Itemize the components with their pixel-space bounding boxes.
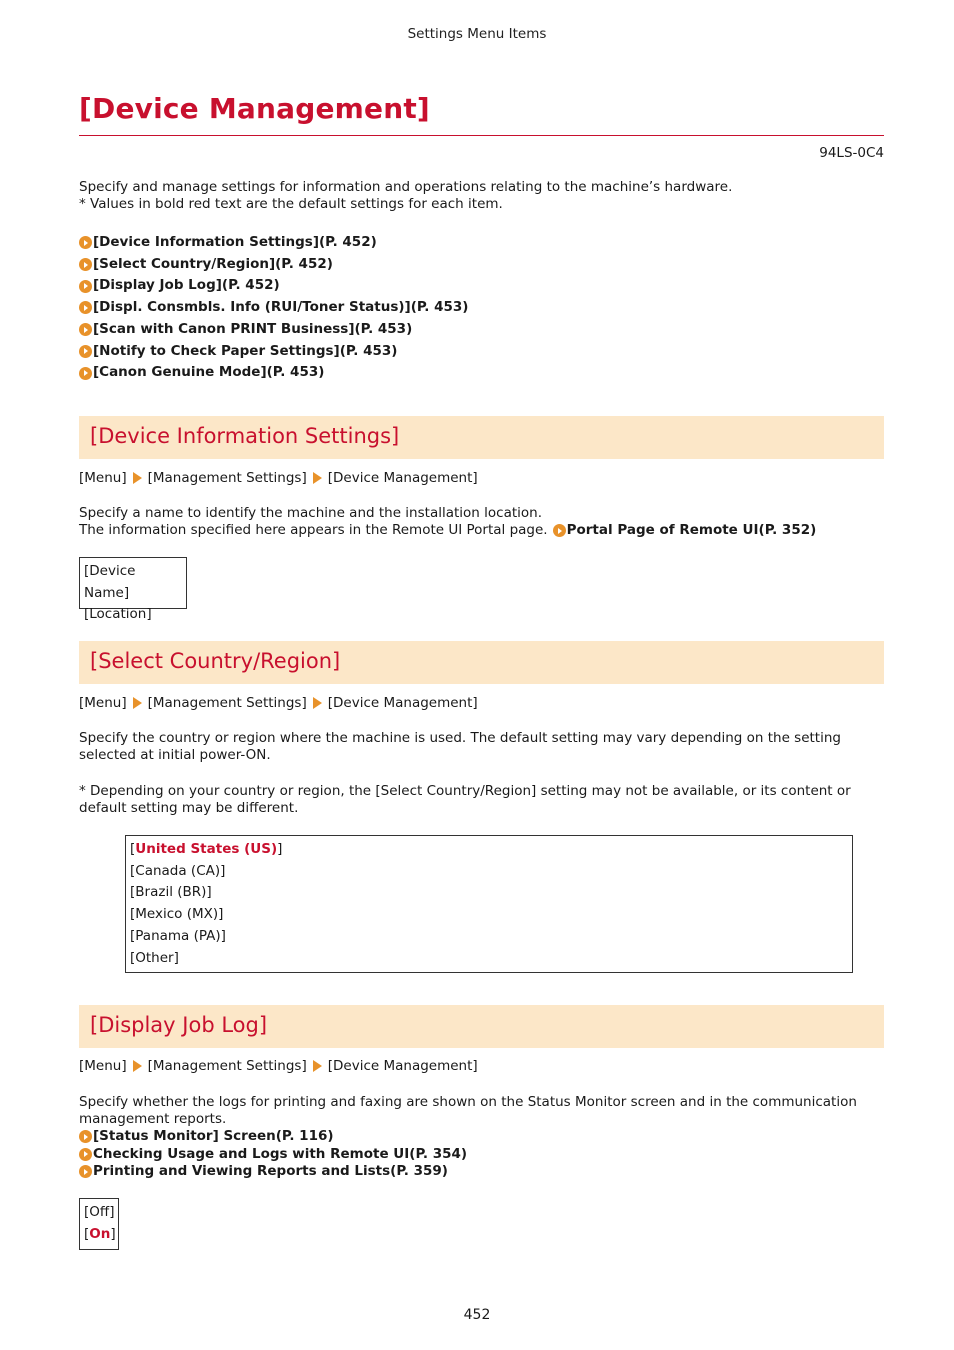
section-title: [Display Job Log] bbox=[90, 1013, 268, 1037]
toc-link-select-country[interactable] bbox=[79, 254, 879, 276]
job-log-description bbox=[79, 1094, 879, 1128]
triangle-right-icon bbox=[133, 1060, 142, 1072]
option-default: [United States (US)] bbox=[130, 841, 283, 857]
country-note bbox=[79, 783, 879, 817]
option-item: [Panama (PA)] bbox=[130, 927, 226, 944]
arrow-circle-icon bbox=[553, 524, 566, 537]
status-monitor-link[interactable] bbox=[79, 1128, 879, 1146]
description-text: Specify whether the logs for printing and faxing are shown on the Status Monitor screen and in the communication management reports. bbox=[79, 1094, 857, 1127]
job-log-options bbox=[79, 1198, 119, 1250]
country-options bbox=[125, 835, 853, 973]
toc-link-label: [Device Information Settings](P. 452) bbox=[93, 234, 377, 250]
country-description bbox=[79, 730, 879, 764]
option-off: [Off] bbox=[84, 1204, 115, 1220]
section-header-job-log bbox=[79, 1005, 884, 1048]
toc-link-label: [Canon Genuine Mode](P. 453) bbox=[93, 364, 325, 381]
link-label: [Status Monitor] Screen(P. 116) bbox=[93, 1128, 334, 1144]
toc-link-canon-genuine[interactable] bbox=[79, 362, 879, 384]
breadcrumb-item: [Device Management] bbox=[327, 695, 478, 711]
breadcrumb-item: [Menu] bbox=[79, 695, 127, 711]
toc-link-display-job-log[interactable] bbox=[79, 275, 879, 297]
option-item: [Canada (CA)] bbox=[130, 862, 226, 879]
option-location: [Location] bbox=[84, 606, 152, 623]
option-item: [Other] bbox=[130, 949, 179, 966]
link-label: Printing and Viewing Reports and Lists(P. 359) bbox=[93, 1163, 448, 1179]
toc-link-displ-consmbls[interactable] bbox=[79, 297, 879, 319]
link-label: Checking Usage and Logs with Remote UI(P. 354) bbox=[93, 1145, 468, 1162]
reports-lists-link[interactable] bbox=[79, 1163, 879, 1181]
breadcrumb-item: [Management Settings] bbox=[147, 1058, 307, 1074]
breadcrumb bbox=[79, 470, 478, 486]
portal-page-link[interactable] bbox=[553, 522, 817, 539]
arrow-circle-icon bbox=[79, 280, 92, 293]
arrow-circle-icon bbox=[79, 1148, 92, 1161]
section-header-country bbox=[79, 641, 884, 684]
toc-links bbox=[79, 232, 879, 384]
breadcrumb-item: [Device Management] bbox=[327, 1058, 478, 1074]
breadcrumb-item: [Menu] bbox=[79, 1058, 127, 1074]
intro-note: * Values in bold red text are the default settings for each item. bbox=[79, 196, 503, 212]
breadcrumb-item: [Management Settings] bbox=[147, 470, 307, 486]
toc-link-label: [Display Job Log](P. 452) bbox=[93, 277, 280, 294]
note-text: * Depending on your country or region, the [Select Country/Region] setting may not be available, or its content or default setting may be different. bbox=[79, 783, 851, 816]
toc-link-notify-paper[interactable] bbox=[79, 341, 879, 363]
arrow-circle-icon bbox=[79, 345, 92, 358]
breadcrumb-item: [Management Settings] bbox=[147, 695, 307, 711]
breadcrumb bbox=[79, 695, 478, 711]
default-value: On bbox=[89, 1225, 111, 1242]
arrow-circle-icon bbox=[79, 367, 92, 380]
document-code: 94LS-0C4 bbox=[819, 145, 884, 161]
portal-page-link-label: Portal Page of Remote UI(P. 352) bbox=[566, 522, 817, 538]
breadcrumb-item: [Menu] bbox=[79, 470, 127, 486]
breadcrumb bbox=[79, 1058, 478, 1074]
option-default: [On] bbox=[84, 1225, 116, 1242]
section-title: [Select Country/Region] bbox=[90, 649, 341, 673]
arrow-circle-icon bbox=[79, 301, 92, 314]
arrow-circle-icon bbox=[79, 323, 92, 336]
toc-link-label: [Scan with Canon PRINT Business](P. 453) bbox=[93, 320, 413, 337]
option-item: [Mexico (MX)] bbox=[130, 906, 224, 923]
toc-link-label: [Notify to Check Paper Settings](P. 453) bbox=[93, 342, 398, 359]
toc-link-device-information[interactable] bbox=[79, 232, 879, 254]
triangle-right-icon bbox=[313, 1060, 322, 1072]
description-line: Specify a name to identify the machine and the installation location. bbox=[79, 505, 542, 521]
option-device-name: [Device Name] bbox=[84, 563, 136, 601]
toc-link-scan-canon-print[interactable] bbox=[79, 319, 879, 341]
toc-link-label: [Displ. Consmbls. Info (RUI/Toner Status)](P. 453) bbox=[93, 299, 469, 316]
intro-line: Specify and manage settings for information and operations relating to the machine’s hardware. bbox=[79, 179, 733, 195]
arrow-circle-icon bbox=[79, 236, 92, 249]
page-number: 452 bbox=[463, 1307, 491, 1323]
job-log-links bbox=[79, 1128, 879, 1181]
triangle-right-icon bbox=[313, 697, 322, 709]
description-text: The information specified here appears in the Remote UI Portal page. bbox=[79, 522, 548, 538]
running-header: Settings Menu Items bbox=[407, 26, 547, 42]
title-divider bbox=[79, 135, 884, 136]
triangle-right-icon bbox=[133, 697, 142, 709]
device-info-description bbox=[79, 505, 879, 539]
breadcrumb-item: [Device Management] bbox=[327, 470, 478, 486]
section-title: [Device Information Settings] bbox=[90, 424, 400, 448]
description-line bbox=[79, 522, 879, 539]
intro-text bbox=[79, 179, 879, 213]
arrow-circle-icon bbox=[79, 1165, 92, 1178]
page-title: [Device Management] bbox=[79, 92, 430, 125]
option-item: [Brazil (BR)] bbox=[130, 884, 212, 901]
default-value: United States (US) bbox=[135, 841, 278, 857]
toc-link-label: [Select Country/Region](P. 452) bbox=[93, 255, 333, 272]
section-header-device-info bbox=[79, 416, 884, 459]
arrow-circle-icon bbox=[79, 1130, 92, 1143]
remote-ui-usage-link[interactable] bbox=[79, 1146, 879, 1164]
device-info-options bbox=[79, 557, 187, 623]
triangle-right-icon bbox=[313, 472, 322, 484]
triangle-right-icon bbox=[133, 472, 142, 484]
arrow-circle-icon bbox=[79, 258, 92, 271]
description-text: Specify the country or region where the machine is used. The default setting may vary depending on the setting selected at initial power-ON. bbox=[79, 730, 841, 763]
